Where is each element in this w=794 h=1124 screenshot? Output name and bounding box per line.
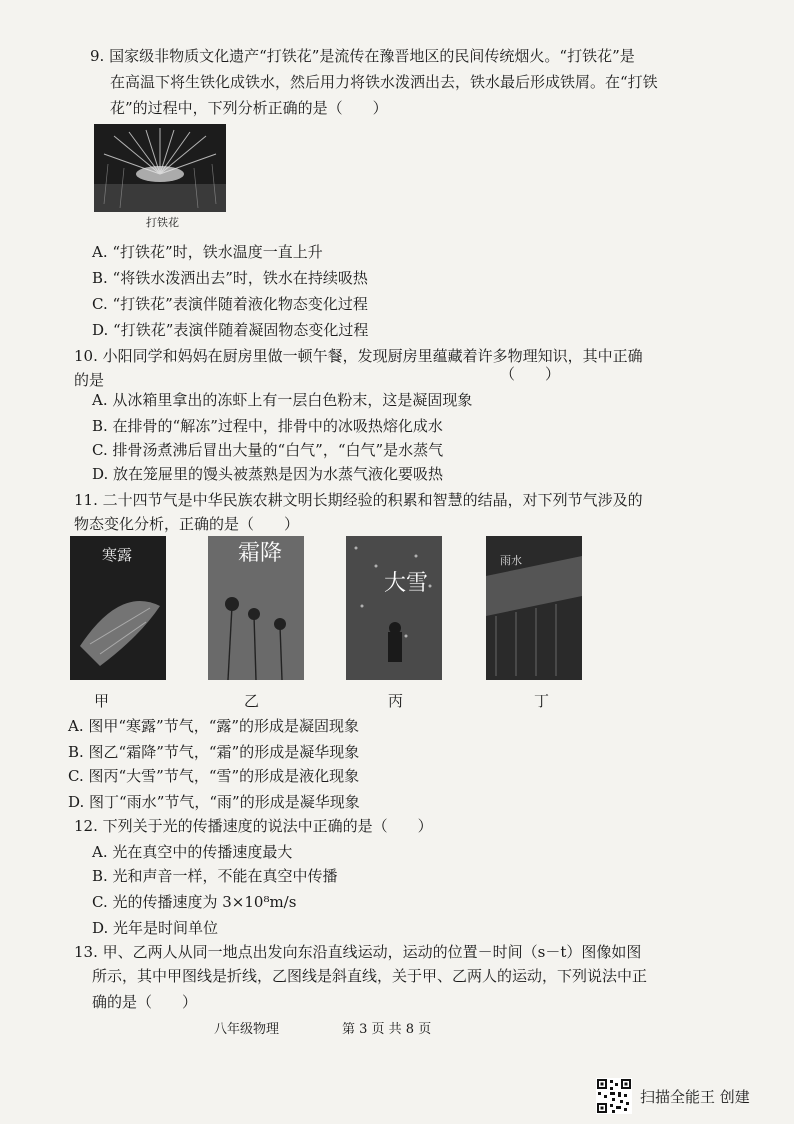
q12-option-a: A. 光在真空中的传播速度最大 bbox=[92, 843, 293, 861]
q13-line1: 13. 甲、乙两人从同一地点出发向东沿直线运动，运动的位置－时间（s－t）图像如图 bbox=[74, 943, 642, 961]
image-title-daxue: 大雪 bbox=[384, 571, 429, 596]
footer-subject: 八年级物理 bbox=[214, 1022, 280, 1037]
q12-option-d: D. 光年是时间单位 bbox=[92, 919, 219, 937]
da-tie-hua-photo bbox=[94, 124, 226, 212]
q11-option-b: B. 图乙“霜降”节气，“霜”的形成是凝华现象 bbox=[68, 743, 360, 761]
q13-line2: 所示，其中甲图线是折线，乙图线是斜直线，关于甲、乙两人的运动，下列说法中正 bbox=[92, 967, 648, 985]
q9-option-d: D. “打铁花”表演伴随着凝固物态变化过程 bbox=[92, 321, 369, 339]
q9-option-c: C. “打铁花”表演伴随着液化物态变化过程 bbox=[92, 295, 368, 313]
q11-option-c: C. 图丙“大雪”节气，“雪”的形成是液化现象 bbox=[68, 767, 360, 785]
q12-line1: 12. 下列关于光的传播速度的说法中正确的是（ ） bbox=[74, 817, 433, 835]
solar-term-image-hanlu bbox=[70, 536, 166, 680]
q11-option-a: A. 图甲“寒露”节气，“露”的形成是凝固现象 bbox=[68, 717, 360, 735]
q11-option-d: D. 图丁“雨水”节气，“雨”的形成是凝华现象 bbox=[68, 793, 360, 811]
q10-line1: 10. 小阳同学和妈妈在厨房里做一顿午餐，发现厨房里蕴藏着许多物理知识，其中正确 bbox=[74, 347, 643, 365]
image-label-jia: 甲 bbox=[94, 692, 110, 710]
q10-option-d: D. 放在笼屉里的馒头被蒸熟是因为水蒸气液化要吸热 bbox=[92, 465, 444, 483]
q9-option-a: A. “打铁花”时，铁水温度一直上升 bbox=[92, 243, 323, 261]
image-title-shuangjiang: 霜降 bbox=[238, 541, 283, 566]
image-label-bing: 丙 bbox=[388, 692, 404, 710]
scanner-watermark-text: 扫描全能王 创建 bbox=[640, 1088, 750, 1106]
solar-term-image-daxue bbox=[346, 536, 442, 680]
image-title-yushui: 雨水 bbox=[500, 554, 522, 567]
q10-option-c: C. 排骨汤煮沸后冒出大量的“白气”，“白气”是水蒸气 bbox=[92, 441, 444, 459]
q11-line1: 11. 二十四节气是中华民族农耕文明长期经验的积累和智慧的结晶，对下列节气涉及的 bbox=[74, 491, 643, 509]
solar-term-image-yushui bbox=[486, 536, 582, 680]
qr-code-icon bbox=[596, 1078, 632, 1114]
q10-option-a: A. 从冰箱里拿出的冻虾上有一层白色粉末，这是凝固现象 bbox=[92, 391, 473, 409]
image-label-ding: 丁 bbox=[534, 692, 550, 710]
image-title-hanlu: 寒露 bbox=[102, 546, 133, 564]
image-label-yi: 乙 bbox=[244, 692, 260, 710]
solar-term-image-shuangjiang bbox=[208, 536, 304, 680]
q9-image-caption: 打铁花 bbox=[146, 216, 179, 229]
q10-line2: 的是 bbox=[74, 371, 105, 389]
q13-line3: 确的是（ ） bbox=[92, 993, 198, 1011]
q11-line2: 物态变化分析，正确的是（ ） bbox=[74, 515, 300, 533]
q12-option-c: C. 光的传播速度为 3×10⁸m/s bbox=[92, 893, 297, 911]
q9-line2: 在高温下将生铁化成铁水，然后用力将铁水泼洒出去，铁水最后形成铁屑。在“打铁 bbox=[110, 73, 658, 91]
q9-line3: 花”的过程中，下列分析正确的是（ ） bbox=[110, 99, 388, 117]
q9-line1: 9. 国家级非物质文化遗产“打铁花”是流传在豫晋地区的民间传统烟火。“打铁花”是 bbox=[90, 47, 635, 65]
q9-option-b: B. “将铁水泼洒出去”时，铁水在持续吸热 bbox=[92, 269, 368, 287]
q10-answer-blank: （ ） bbox=[500, 365, 561, 383]
q10-option-b: B. 在排骨的“解冻”过程中，排骨中的冰吸热熔化成水 bbox=[92, 417, 443, 435]
footer-page-number: 第 3 页 共 8 页 bbox=[342, 1022, 432, 1037]
q12-option-b: B. 光和声音一样，不能在真空中传播 bbox=[92, 867, 338, 885]
